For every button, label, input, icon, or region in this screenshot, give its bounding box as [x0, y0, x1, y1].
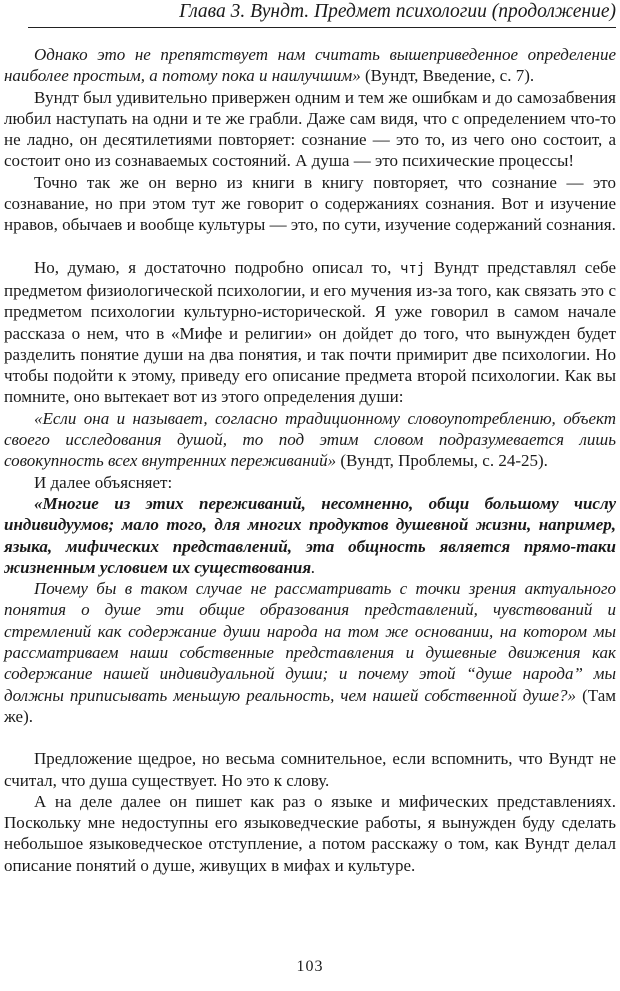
quote-end: .	[311, 557, 316, 577]
quote-fragment: Однако это не препятствует нам считать вышеприведенное определение наиболее простым, а потому пока и наилучшим»	[4, 45, 616, 86]
paragraph-10: А на деле далее он пишет как раз о языке и мифических представлениях. Поскольку мне недоступны его языковедческие работы, я вынужден буду сделать небольшое языковедческое отступление, а потом расскажу о том, как Вундт делал описание понятий о душе, живущих в мифах и культуре.	[4, 791, 616, 875]
garbled-word: чтj	[399, 260, 426, 277]
paragraph-9: Предложение щедрое, но весьма сомнительное, если вспомнить, что Вундт не считал, что душа существует. Но это к слову.	[4, 749, 616, 790]
citation: (Вундт, Проблемы, с. 24-25).	[336, 451, 548, 471]
paragraph-text: Вундт представлял себе предметом физиологической психологии, и его мучения из-за того, как связать это с предметом психологии культурно-исторической. Я уже говорил в самом начале рассказа о нем, что в «Мифе и религии» он дойдет до того, что вынужден будет разделить понятие души на два понятия, и так почти примирит две психологии. Но чтобы подойти к этому, приведу его описание предмета второй психологии. Как вы помните, оно вытекает вот из этого определения души:	[4, 257, 616, 407]
running-header	[28, 0, 616, 28]
citation: (Там же).	[4, 685, 616, 726]
quote-block: «Если она и называет, согласно традиционному словоупотреблению, объект своего исследования душой, то под этим словом подразумевается лишь совокупность всех внутренних переживаний»	[4, 408, 616, 471]
running-title: Глава 3. Вундт. Предмет психологии (продолжение)	[179, 1, 616, 22]
paragraph-2: Вундт был удивительно привержен одним и тем же ошибкам и до самозабвения любил наступать на одни и те же грабли. Даже сам видя, что с определением что-то не ладно, он десятилетиями повторяет: сознание — это то, из чего оно состоит, а состоит оно из сознаваемых состояний. А душа — это психические процессы!	[4, 87, 616, 171]
paragraph-3: Точно так же он верно из книги в книгу повторяет, что сознание — это сознавание, но при этом тут же говорит о содержаниях сознания. Вот и изучение нравов, обычаев и вообще культуры — это, по сути, изучение содержаний сознания.	[4, 172, 616, 235]
paragraph-5	[4, 408, 616, 472]
paragraph-8	[4, 578, 616, 727]
quote-block: Почему бы в таком случае не рассматривать с точки зрения актуального понятия о душе эти общие образования представлений, чувствований и стремлений как содержание души народа на том же основании, на котором мы рассматриваем наши собственные представления и душевные движения как содержание нашей индивидуальной души; и почему этой “душе народа” мы должны приписывать меньшую реальность, чем нашей собственной душе?»	[4, 579, 616, 705]
paragraph-6: И далее объясняет:	[34, 472, 173, 492]
paragraph-1	[4, 44, 616, 87]
paragraph-text: Но, думаю, я достаточно подробно описал то,	[34, 257, 400, 277]
page-body	[4, 44, 616, 876]
page-number: 103	[296, 958, 324, 975]
paragraph-4	[4, 257, 616, 408]
paragraph-7	[4, 493, 616, 578]
citation: (Вундт, Введение, с. 7).	[360, 66, 535, 86]
bold-quote-block: «Многие из этих переживаний, несомненно, общи большому числу индивидуумов; мало того, для многих продуктов душевной жизни, например, языка, мифических представлений, эта общность является прямо-таки жизненным условием их существования	[4, 493, 616, 577]
